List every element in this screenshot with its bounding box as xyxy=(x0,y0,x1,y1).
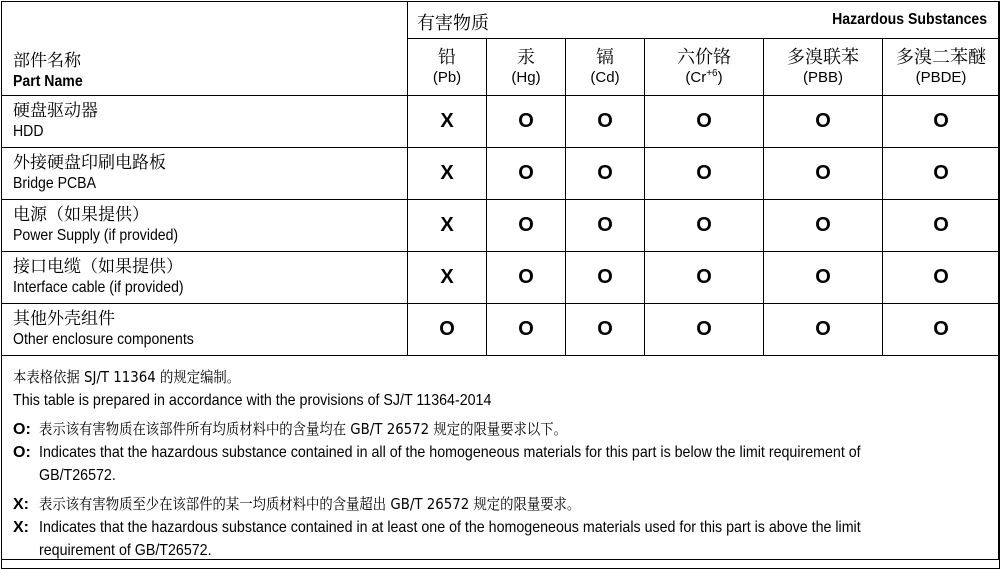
x-legend-en xyxy=(13,516,988,562)
substance-mark: O xyxy=(883,96,1000,148)
substance-mark: X xyxy=(408,148,487,200)
substance-mark: O xyxy=(764,304,883,356)
substance-symbol: (Pb) xyxy=(432,68,462,86)
substance-mark: O xyxy=(764,96,883,148)
substance-name-zh: 铅 xyxy=(438,47,456,69)
part-name-en: Other enclosure components xyxy=(13,330,194,348)
substance-mark: O xyxy=(566,148,645,200)
substance-mark: O xyxy=(645,200,764,252)
substance-mark: O xyxy=(487,200,566,252)
notes-section xyxy=(2,356,1000,569)
substance-mark: O xyxy=(487,148,566,200)
part-name-cell xyxy=(2,96,408,148)
o-key: O: xyxy=(13,421,31,438)
part-name-cell xyxy=(2,252,408,304)
part-name-en: HDD xyxy=(13,122,44,140)
substance-mark: O xyxy=(764,148,883,200)
x-description-en: Indicates that the hazardous substance contained in at least one of the homogeneous materials used for this part is above the limit requirement of GB/T26572. xyxy=(39,519,861,559)
part-name-en: Part Name xyxy=(13,72,83,90)
substance-mark: O xyxy=(883,148,1000,200)
part-name-en: Interface cable (if provided) xyxy=(13,278,184,296)
substance-mark: O xyxy=(764,200,883,252)
substance-name-zh: 六价铬 xyxy=(677,46,731,68)
substance-name-zh: 镉 xyxy=(596,47,614,69)
x-key: X: xyxy=(13,496,29,513)
substance-mark: O xyxy=(487,304,566,356)
part-name-zh: 接口电缆（如果提供） xyxy=(13,257,183,278)
part-name-cell xyxy=(2,304,408,356)
o-description-en: Indicates that the hazardous substance contained in all of the homogeneous materials for this part is below the limit requirement of GB/T26572. xyxy=(39,444,861,484)
substance-header xyxy=(487,39,566,96)
o-description-zh: 表示该有害物质在该部件所有均质材料中的含量均在 GB/T 26572 规定的限量要求以下。 xyxy=(39,420,567,438)
substance-header xyxy=(883,39,1000,96)
part-name-zh: 硬盘驱动器 xyxy=(13,101,98,122)
table-row xyxy=(2,200,1000,252)
substance-header xyxy=(764,39,883,96)
part-name-zh: 其他外壳组件 xyxy=(13,309,115,330)
substance-mark: O xyxy=(566,96,645,148)
hazardous-substances-header xyxy=(408,2,1000,39)
substance-mark: O xyxy=(645,304,764,356)
part-name-header xyxy=(2,2,408,96)
substance-mark: O xyxy=(487,252,566,304)
substance-symbol: $(Cr^{+6})$ xyxy=(685,68,723,87)
o-legend-en xyxy=(13,441,988,487)
prepared-note-zh: 本表格依据 SJ/T 11364 的规定编制。 xyxy=(13,368,241,386)
substance-header xyxy=(566,39,645,96)
substance-mark: O xyxy=(883,304,1000,356)
part-name-zh: 外接硬盘印刷电路板 xyxy=(13,153,166,174)
substance-mark: X xyxy=(408,252,487,304)
part-name-cell xyxy=(2,148,408,200)
substance-name-zh: 汞 xyxy=(517,47,535,69)
o-key: O: xyxy=(13,444,31,461)
x-legend-zh xyxy=(13,493,988,516)
o-legend-zh xyxy=(13,418,988,441)
substance-mark: O xyxy=(566,200,645,252)
substance-symbol: (PBDE) xyxy=(915,68,967,86)
substance-name-zh: 多溴联苯 xyxy=(787,47,859,69)
substance-symbol: (PBB) xyxy=(802,68,843,86)
table-row xyxy=(2,304,1000,356)
substance-mark: X xyxy=(408,200,487,252)
substance-header xyxy=(645,39,764,96)
x-key: X: xyxy=(13,519,29,536)
substance-mark: O xyxy=(883,252,1000,304)
substance-mark: O xyxy=(566,304,645,356)
table-row xyxy=(2,252,1000,304)
prepared-note-en: This table is prepared in accordance with the provisions of SJ/T 11364-2014 xyxy=(13,392,492,409)
x-description-zh: 表示该有害物质至少在该部件的某一均质材料中的含量超出 GB/T 26572 规定的限量要求。 xyxy=(39,495,581,513)
substance-header xyxy=(408,39,487,96)
substance-mark: O xyxy=(645,96,764,148)
substance-name-zh: 多溴二苯醚 xyxy=(896,47,986,69)
part-name-en: Bridge PCBA xyxy=(13,174,96,192)
substance-mark: O xyxy=(487,96,566,148)
table-row xyxy=(2,96,1000,148)
substance-mark: O xyxy=(883,200,1000,252)
substance-mark: O xyxy=(566,252,645,304)
substance-symbol: (Hg) xyxy=(511,68,541,86)
part-name-cell xyxy=(2,200,408,252)
substance-mark: X xyxy=(408,96,487,148)
substance-mark: O xyxy=(408,304,487,356)
part-name-zh: 电源（如果提供） xyxy=(13,205,149,226)
part-name-zh: 部件名称 xyxy=(13,51,81,72)
hazardous-zh: 有害物质 xyxy=(417,13,489,34)
substance-mark: O xyxy=(645,252,764,304)
substance-mark: O xyxy=(764,252,883,304)
part-name-en: Power Supply (if provided) xyxy=(13,226,179,244)
table-row xyxy=(2,148,1000,200)
hazardous-en: Hazardous Substances xyxy=(832,11,987,28)
substance-mark: O xyxy=(645,148,764,200)
substance-symbol: (Cd) xyxy=(590,68,620,86)
hazardous-substances-table xyxy=(1,1,1000,569)
